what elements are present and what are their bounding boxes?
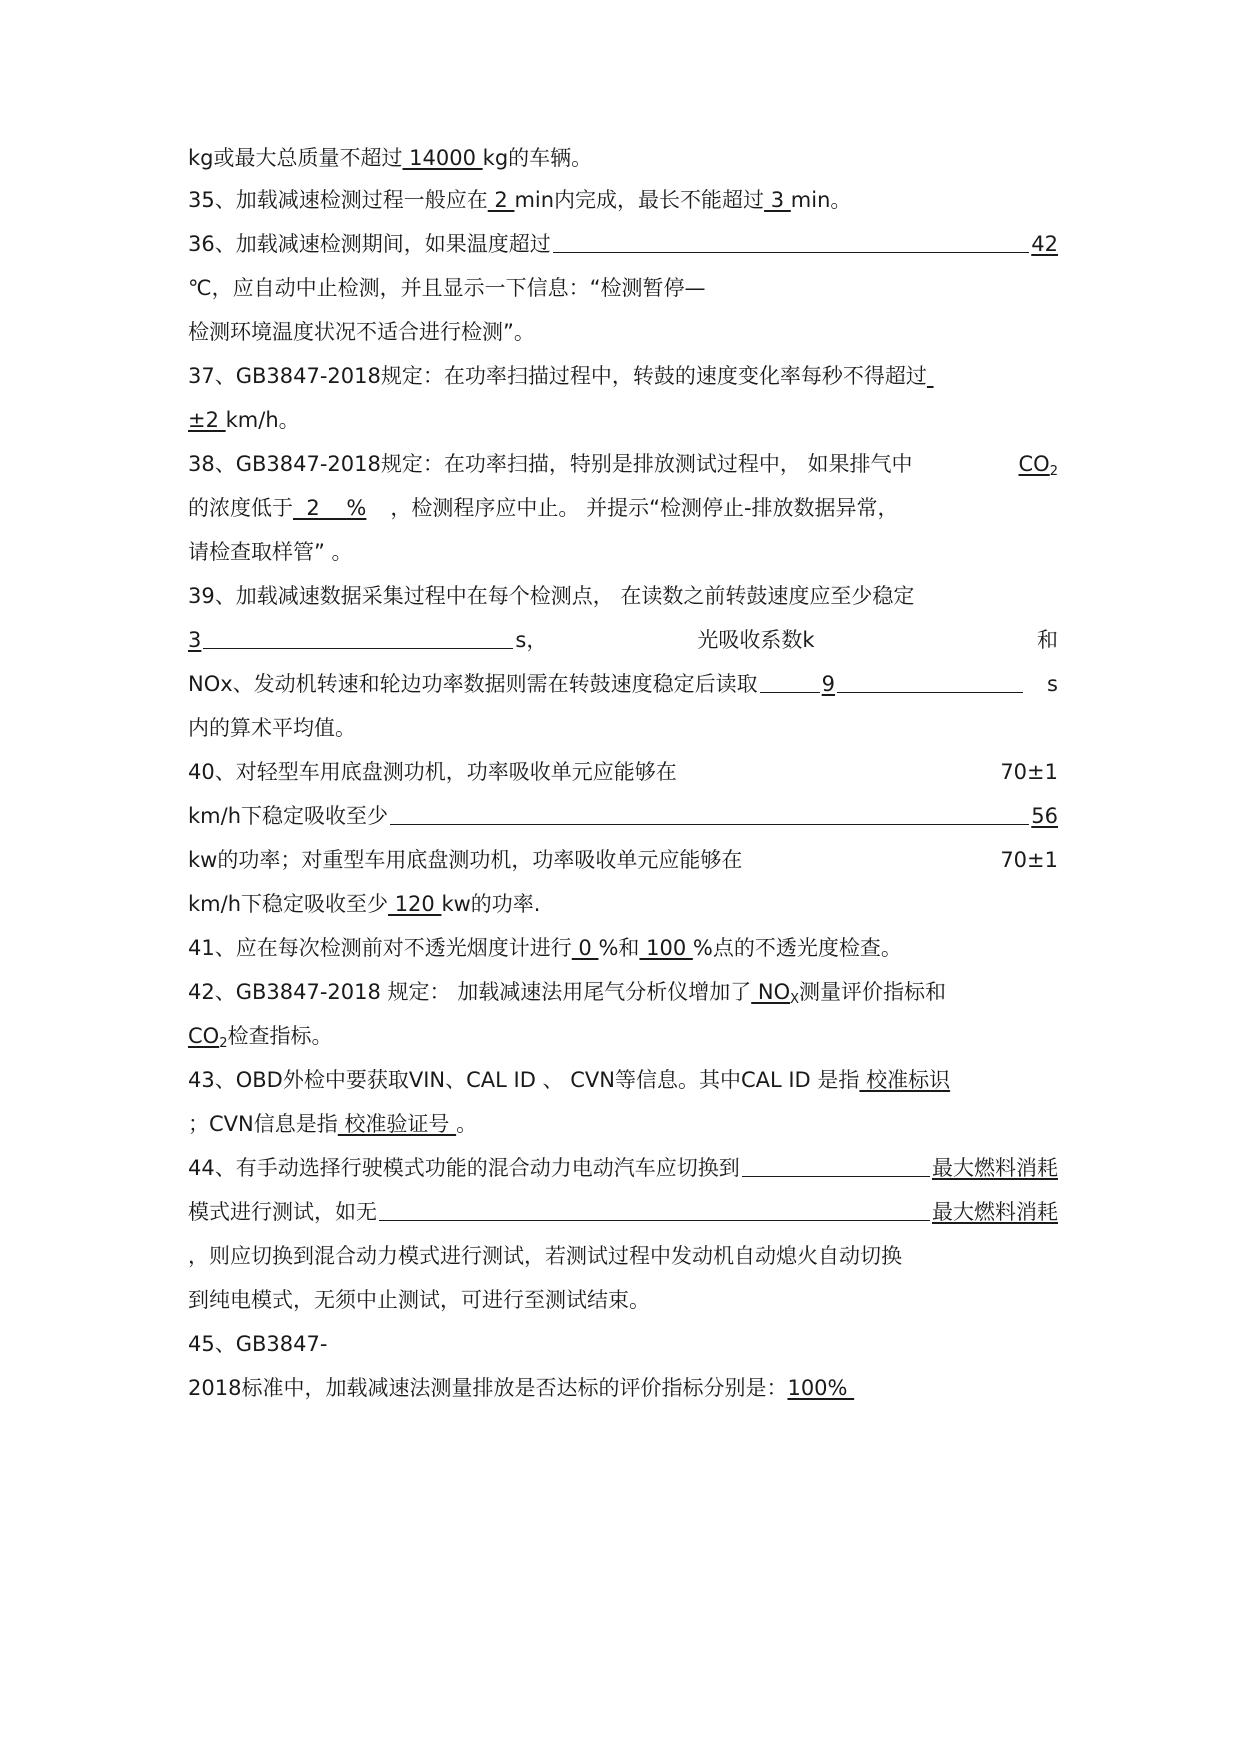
text: ℃，应自动中止检测，并且显示一下信息：“检测暂停— bbox=[188, 276, 706, 300]
text: s bbox=[1047, 672, 1058, 696]
text: NO bbox=[751, 980, 791, 1004]
text: 内的算术平均值。 bbox=[188, 716, 356, 740]
answer-blank: 3 bbox=[764, 188, 791, 212]
text: 38、GB3847-2018规定：在功率扫描，特别是排放测试过程中， 如果排气中 bbox=[188, 452, 913, 476]
line-27 bbox=[188, 1283, 1058, 1317]
line-16 bbox=[188, 799, 1058, 833]
blank-line bbox=[203, 623, 513, 649]
answer-blank: ±2 bbox=[188, 408, 226, 432]
text: 和 bbox=[1037, 628, 1058, 652]
text: 45、GB3847- bbox=[188, 1332, 328, 1356]
answer-blank: 最大燃料消耗 bbox=[932, 1200, 1058, 1224]
answer-blank: 校准标识 bbox=[859, 1068, 951, 1092]
question-36 bbox=[188, 227, 1058, 261]
answer-blank: 120 bbox=[388, 892, 442, 916]
text: km/h下稳定吸收至少 bbox=[188, 892, 389, 916]
answer-blank: 100 bbox=[639, 936, 693, 960]
text: 到纯电模式，无须中止测试，可进行至测试结束。 bbox=[188, 1288, 650, 1312]
question-41 bbox=[188, 931, 1058, 965]
line-1 bbox=[188, 141, 1058, 175]
text: 检测环境温度状况不适合进行检测”。 bbox=[188, 320, 535, 344]
answer-blank: 2 bbox=[293, 496, 347, 520]
text: 光吸收系数k bbox=[697, 628, 815, 652]
text: 检查指标。 bbox=[227, 1024, 333, 1048]
question-35 bbox=[188, 183, 1058, 217]
answer-blank: 56 bbox=[1031, 804, 1058, 828]
text: kw的功率. bbox=[441, 892, 541, 916]
text: 44、有手动选择行驶模式功能的混合动力电动汽车应切换到 bbox=[188, 1156, 740, 1180]
text: 测量评价指标和 bbox=[799, 980, 947, 1004]
text: 40、对轻型车用底盘测功机，功率吸收单元应能够在 bbox=[188, 760, 677, 784]
text: 41、应在每次检测前对不透光烟度计进行 bbox=[188, 936, 572, 960]
text: s， bbox=[515, 628, 548, 652]
line-17 bbox=[188, 843, 1058, 877]
text: 37、GB3847-2018规定：在功率扫描过程中，转鼓的速度变化率每秒不得超过 bbox=[188, 364, 927, 388]
answer-blank: 0 bbox=[571, 936, 599, 960]
line-9 bbox=[188, 491, 1058, 525]
text: %点的不透光度检查。 bbox=[692, 936, 902, 960]
subscript: 2 bbox=[219, 1036, 228, 1051]
line-18 bbox=[188, 887, 1058, 921]
line-5 bbox=[188, 315, 1058, 349]
text: 。 bbox=[456, 1112, 478, 1136]
blank-line bbox=[742, 1151, 930, 1177]
answer-blank: 最大燃料消耗 bbox=[932, 1156, 1058, 1180]
text: 70±1 bbox=[1000, 760, 1058, 784]
text: 的浓度低于 bbox=[188, 496, 293, 520]
text: kw的功率；对重型车用底盘测功机，功率吸收单元应能够在 bbox=[188, 848, 743, 872]
text: km/h。 bbox=[225, 408, 300, 432]
text: ，检测程序应中止。 并提示“检测停止-排放数据异常， bbox=[390, 496, 899, 520]
text: CO bbox=[188, 1024, 220, 1048]
text: 42、GB3847-2018 规定： 加载减速法用尾气分析仪增加了 bbox=[188, 980, 752, 1004]
text: kg或最大总质量不超过 bbox=[188, 146, 403, 170]
text: min内完成，最长不能超过 bbox=[514, 188, 765, 212]
subscript: X bbox=[790, 992, 800, 1007]
blank-line bbox=[553, 227, 1030, 253]
line-21 bbox=[188, 1019, 1058, 1053]
blank-line bbox=[837, 667, 1023, 693]
question-40 bbox=[188, 755, 1058, 789]
text: CO bbox=[1018, 452, 1050, 476]
line-23 bbox=[188, 1107, 1058, 1141]
text: 70±1 bbox=[1000, 848, 1058, 872]
text: NOx、发动机转速和轮边功率数据则需在转鼓速度稳定后读取 bbox=[188, 672, 758, 696]
answer-blank: 42 bbox=[1031, 232, 1058, 256]
answer-blank bbox=[927, 359, 934, 393]
line-29 bbox=[188, 1371, 1058, 1405]
answer-blank: 3 bbox=[188, 628, 202, 652]
text: 35、加载减速检测过程一般应在 bbox=[188, 188, 488, 212]
text: min。 bbox=[790, 188, 852, 212]
question-42 bbox=[188, 975, 1058, 1009]
question-43 bbox=[188, 1063, 1058, 1097]
answer-blank bbox=[751, 975, 799, 1017]
question-38 bbox=[188, 447, 1058, 481]
blank-line bbox=[760, 667, 820, 693]
text: ，则应切换到混合动力模式进行测试，若测试过程中发动机自动熄火自动切换 bbox=[188, 1244, 902, 1268]
answer-blank: 2 bbox=[487, 188, 515, 212]
text: km/h下稳定吸收至少 bbox=[188, 804, 389, 828]
question-44 bbox=[188, 1151, 1058, 1185]
line-14 bbox=[188, 711, 1058, 745]
answer-blank: 9 bbox=[821, 672, 836, 696]
answer-blank bbox=[1019, 447, 1058, 489]
text: 36、加载减速检测期间，如果温度超过 bbox=[188, 232, 551, 256]
line-12 bbox=[188, 623, 1058, 657]
answer-blank: 100% bbox=[787, 1376, 855, 1400]
text: %和 bbox=[598, 936, 640, 960]
question-39 bbox=[188, 579, 1058, 613]
subscript: 2 bbox=[1049, 464, 1058, 479]
answer-blank bbox=[188, 1019, 227, 1061]
line-13 bbox=[188, 667, 1058, 701]
line-7 bbox=[188, 403, 1058, 437]
answer-blank: % bbox=[346, 496, 367, 520]
question-45 bbox=[188, 1327, 1058, 1361]
line-10 bbox=[188, 535, 1058, 569]
text: ；CVN信息是指 bbox=[188, 1112, 338, 1136]
text: kg的车辆。 bbox=[482, 146, 593, 170]
blank-line bbox=[390, 799, 1029, 825]
line-26 bbox=[188, 1239, 1058, 1273]
question-37 bbox=[188, 359, 1058, 393]
answer-blank: 14000 bbox=[402, 146, 483, 170]
text: 请检查取样管” 。 bbox=[188, 540, 353, 564]
line-25 bbox=[188, 1195, 1058, 1229]
text: 43、OBD外检中要获取VIN、CAL ID 、 CVN等信息。其中CAL ID 是指 bbox=[188, 1068, 860, 1092]
line-4 bbox=[188, 271, 1058, 305]
text: 39、加载减速数据采集过程中在每个检测点， 在读数之前转鼓速度应至少稳定 bbox=[188, 584, 915, 608]
blank-line bbox=[379, 1195, 930, 1221]
text: 2018标准中，加载减速法测量排放是否达标的评价指标分别是： bbox=[188, 1376, 788, 1400]
answer-blank: 校准验证号 bbox=[337, 1112, 457, 1136]
text: 模式进行测试，如无 bbox=[188, 1200, 377, 1224]
